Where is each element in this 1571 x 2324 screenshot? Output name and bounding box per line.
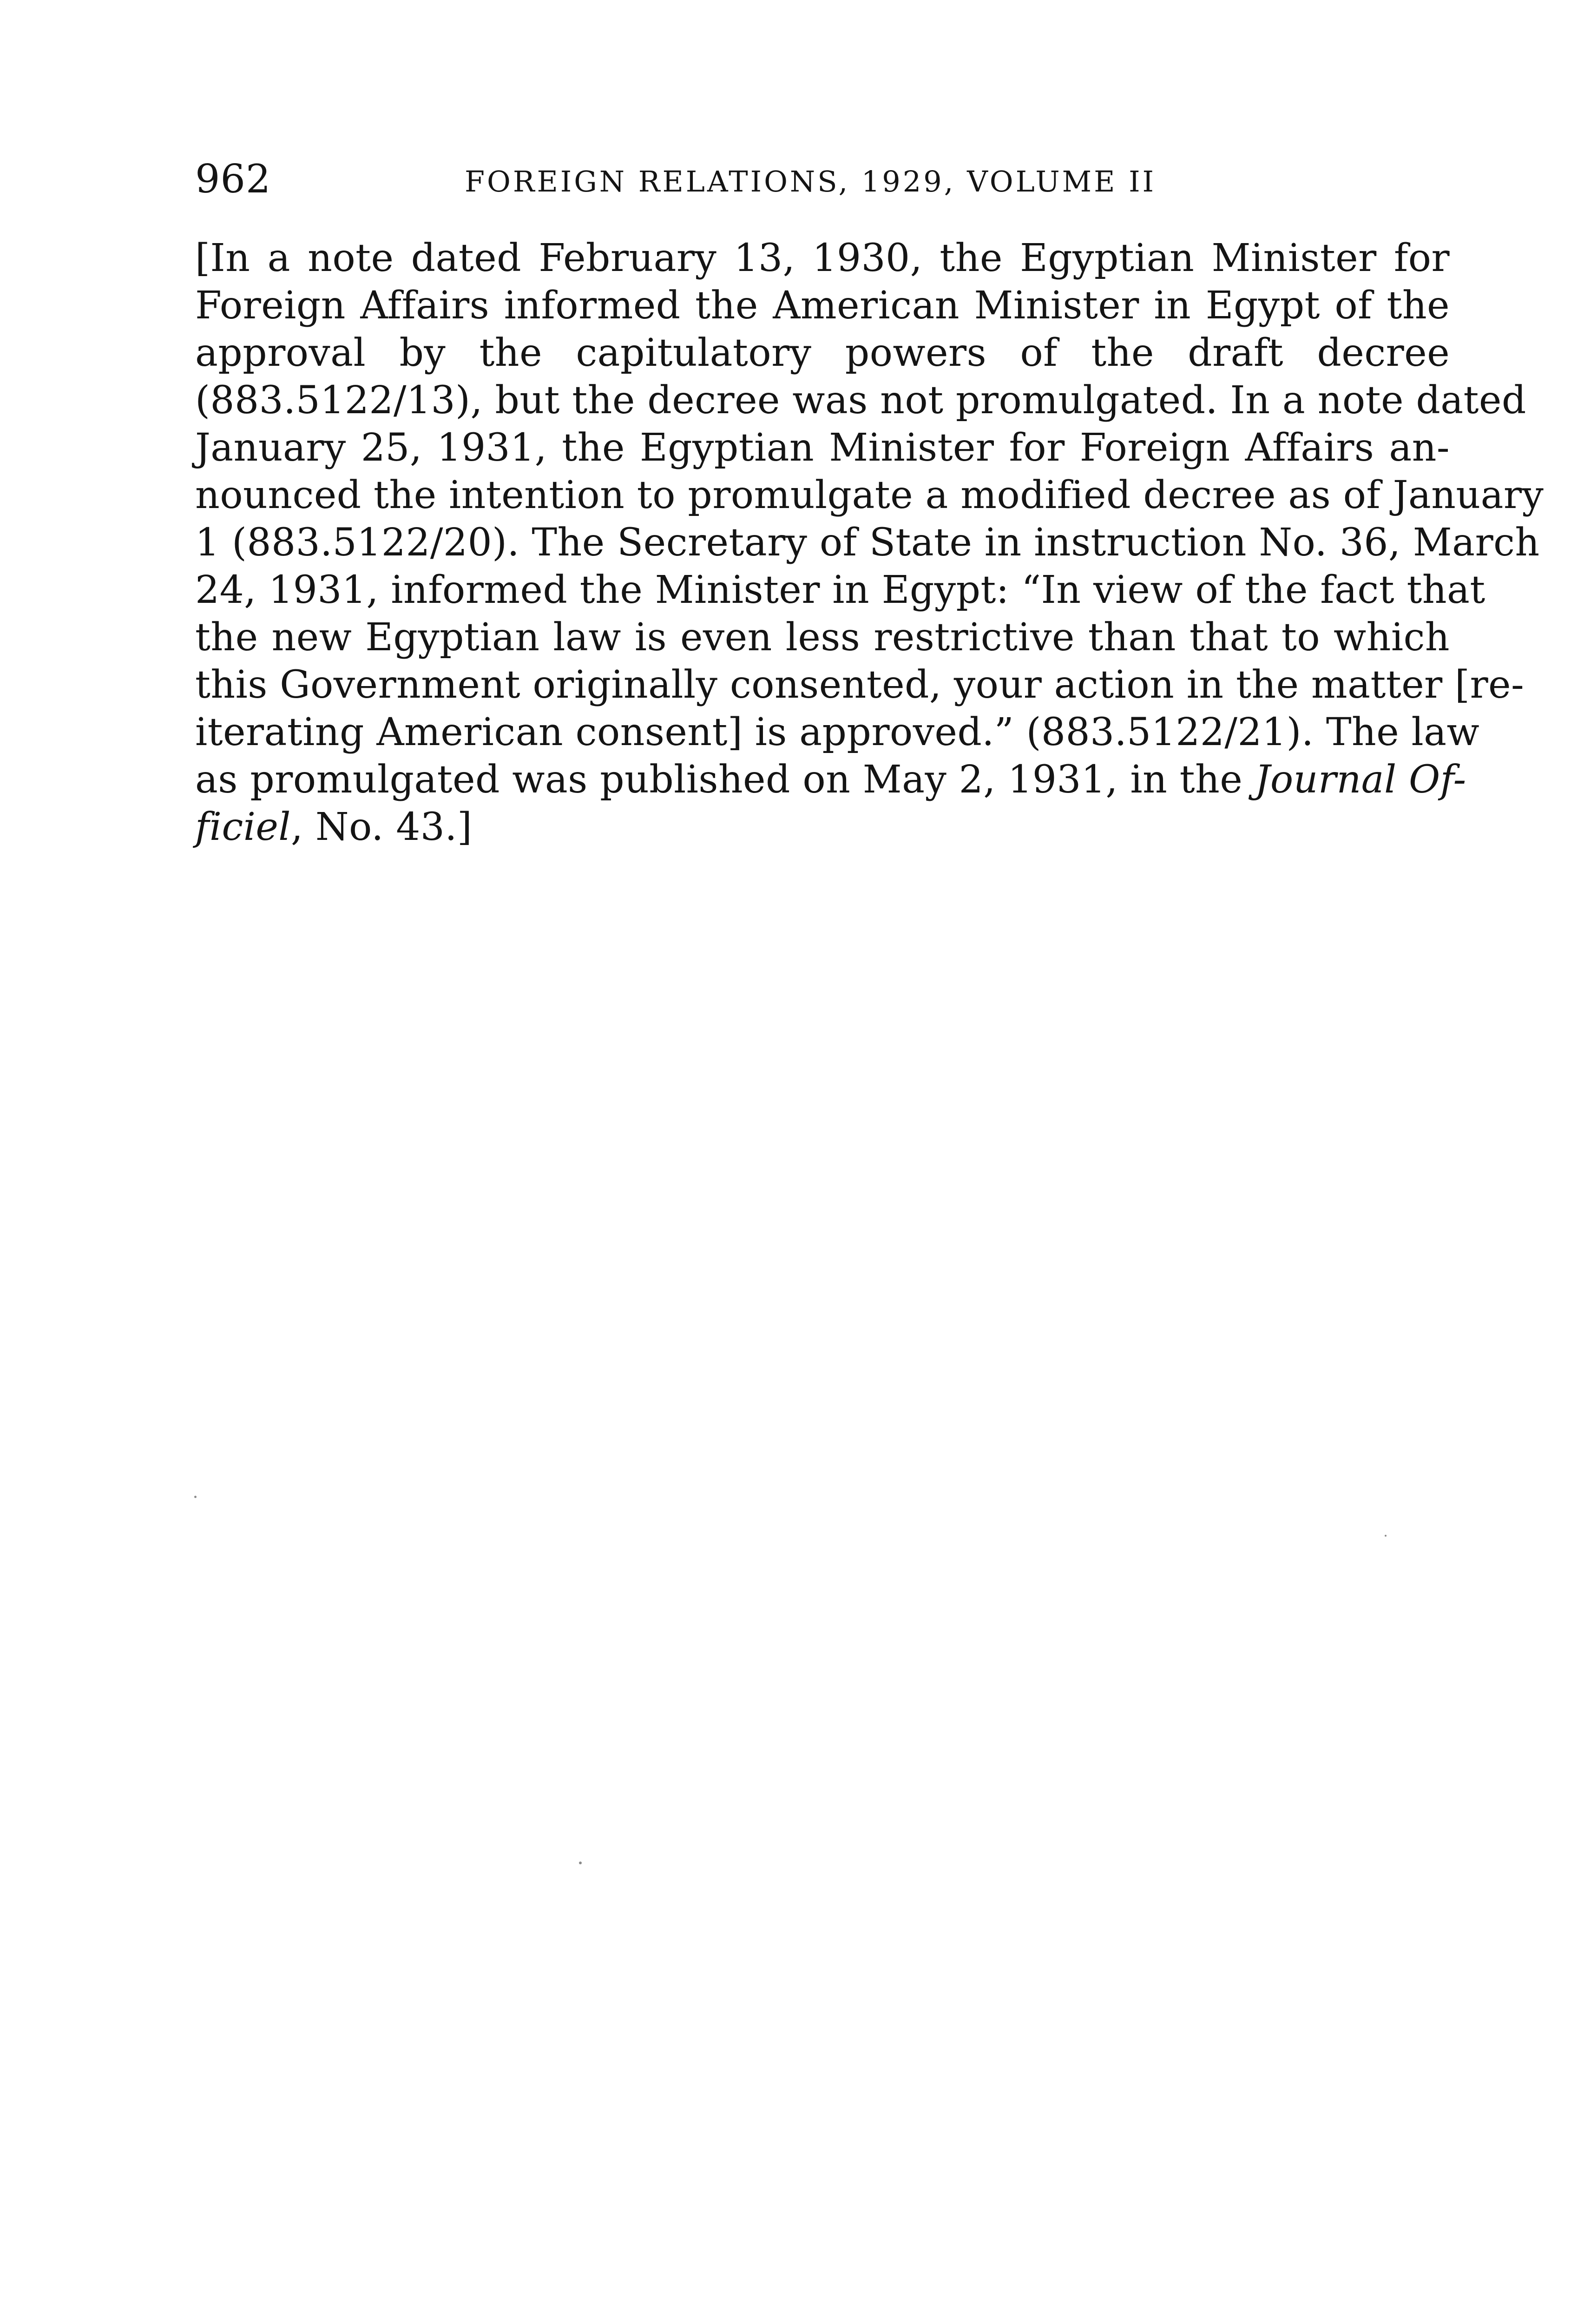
scan-speck xyxy=(194,1496,197,1498)
page-number: 962 xyxy=(195,156,271,202)
text-segment: , No. 43.] xyxy=(290,805,473,849)
running-header xyxy=(195,153,1450,205)
scan-speck xyxy=(579,1862,582,1864)
text-line: the new Egyptian law is even less restrictive than that to which xyxy=(195,615,1450,660)
scan-speck xyxy=(1385,1535,1387,1537)
text-line: (883.5122/13), but the decree was not promulgated. In a note dated xyxy=(195,378,1526,423)
text-line: 24, 1931, informed the Minister in Egypt: “In view of the fact that xyxy=(195,568,1486,612)
text-line: [In a note dated February 13, 1930, the Egyptian Minister for xyxy=(195,236,1450,280)
text-line: iterating American consent] is approved.” (883.5122/21). The law xyxy=(195,710,1480,754)
body-paragraph xyxy=(195,235,1544,851)
text-line: nounced the intention to promulgate a modified decree as of January xyxy=(195,473,1544,517)
journal-title-part: Journal Of- xyxy=(1255,758,1466,802)
text-line xyxy=(195,756,1466,804)
text-line: 1 (883.5122/20). The Secretary of State in instruction No. 36, March xyxy=(195,521,1540,565)
journal-title-part: ficiel xyxy=(195,805,291,849)
text-line xyxy=(195,804,1450,851)
text-line: January 25, 1931, the Egyptian Minister for Foreign Affairs an- xyxy=(195,426,1450,470)
text-line: approval by the capitulatory powers of the draft decree xyxy=(195,331,1450,375)
text-line: Foreign Affairs informed the American Minister in Egypt of the xyxy=(195,284,1450,328)
text-line: this Government originally consented, your action in the matter [re- xyxy=(195,663,1525,707)
text-segment: as promulgated was published on May 2, 1931, in the xyxy=(195,758,1255,802)
running-title: FOREIGN RELATIONS, 1929, VOLUME II xyxy=(465,165,1157,198)
